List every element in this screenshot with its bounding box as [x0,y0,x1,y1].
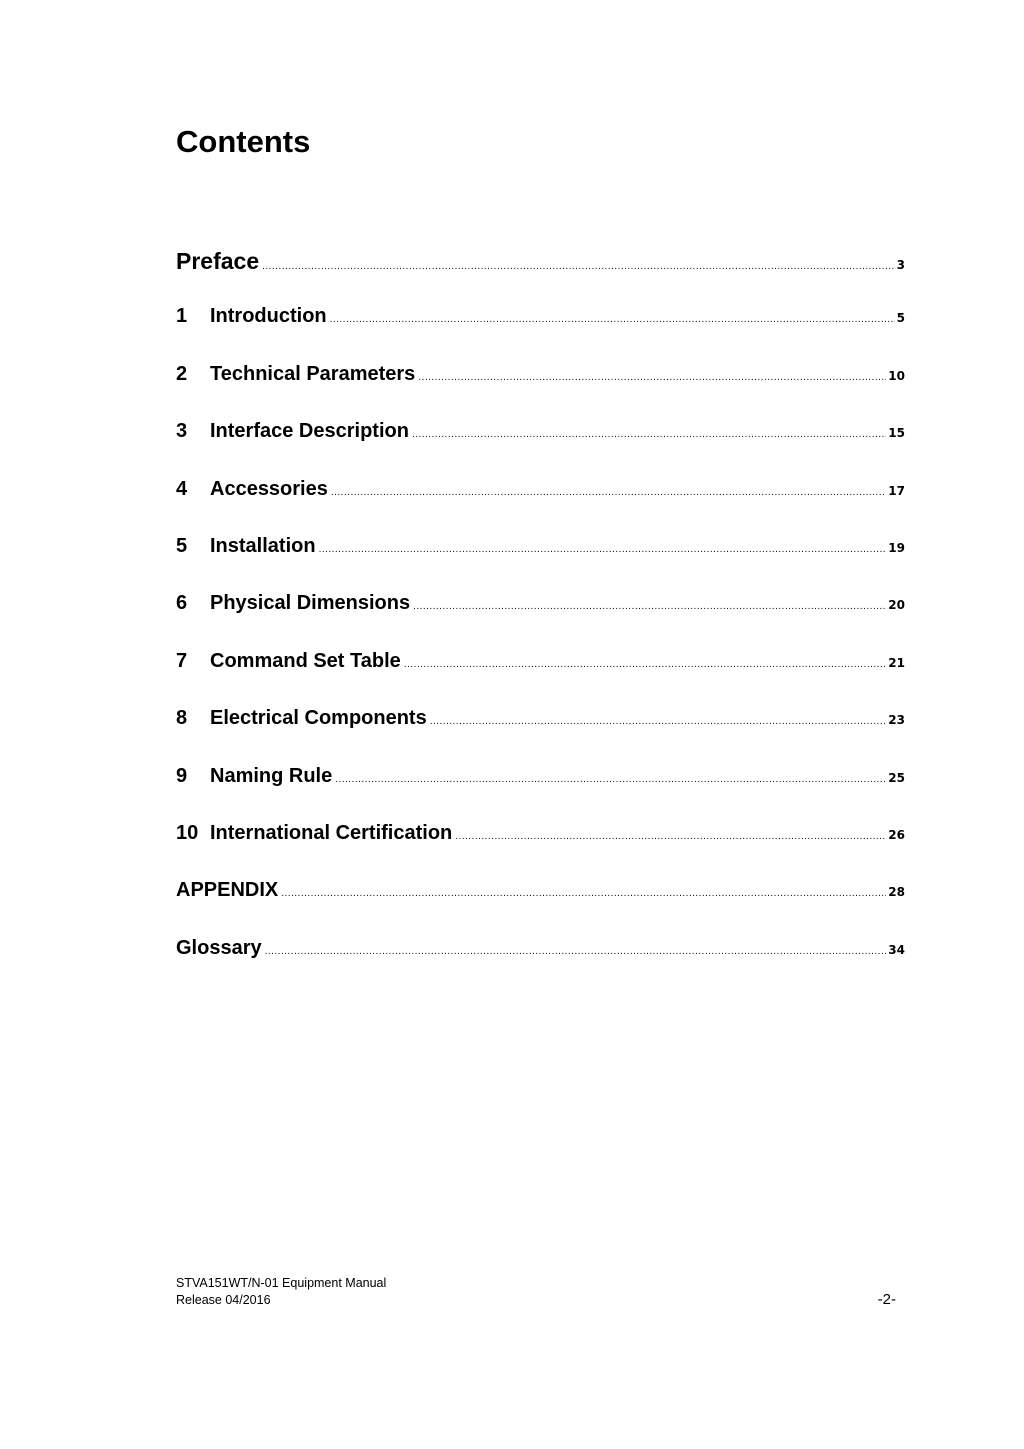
toc-entry-title: Installation [210,534,316,557]
toc-page-number: 23 [888,713,905,728]
toc-dot-leader [265,947,887,957]
toc-page-number: 34 [888,942,905,957]
toc-dot-leader [430,717,887,727]
toc-page-number: 28 [888,885,905,900]
toc-entry-title: Technical Parameters [210,362,416,385]
toc-dot-leader [330,315,895,325]
toc-entry-electrical-components[interactable] [176,707,905,764]
toc-entry-title: Accessories [210,477,328,500]
page-title: Contents [176,124,311,159]
toc-entry-title: Glossary [176,936,262,959]
toc-dot-leader [331,488,886,498]
toc-entry-introduction[interactable] [176,305,905,362]
toc-page-number: 3 [896,258,905,272]
toc-entry-appendix[interactable] [176,879,905,936]
footer-document-info [176,1275,386,1309]
toc-entry-title: Electrical Components [210,707,427,730]
toc-page-number: 25 [888,770,905,785]
toc-page-number: 17 [888,483,905,498]
toc-section-number: 5 [176,534,188,557]
toc-entry-international-certification[interactable] [176,822,905,879]
toc-entry-title: Interface Description [210,420,409,443]
toc-dot-leader [413,602,886,612]
toc-entry-installation[interactable] [176,535,905,592]
toc-entry-interface-description[interactable] [176,420,905,477]
toc-entry-physical-dimensions[interactable] [176,592,905,649]
toc-section-number: 3 [176,420,188,443]
toc-section-number: 7 [176,649,188,672]
toc-page-number: 21 [888,655,905,670]
toc-dot-leader [335,775,886,785]
toc-page-number: 26 [888,827,905,842]
toc-entry-title: Physical Dimensions [210,592,411,615]
toc-dot-leader [319,545,887,555]
toc-section-number: 6 [176,592,188,615]
toc-page-number: 5 [896,311,905,326]
footer-manual-name: STVA151WT/N-01 Equipment Manual [176,1276,387,1290]
toc-section-number: 1 [176,305,188,328]
toc-entry-technical-parameters[interactable] [176,363,905,420]
toc-page-number: 15 [888,426,905,441]
toc-entry-naming-rule[interactable] [176,765,905,822]
toc-entry-title: APPENDIX [176,879,279,902]
toc-page-number: 10 [888,368,905,383]
toc-entry-title: Naming Rule [210,764,333,787]
toc-dot-leader [412,430,886,440]
toc-dot-leader [404,660,887,670]
footer-release: Release 04/2016 [176,1293,271,1307]
toc-section-number: 9 [176,764,188,787]
toc-entry-command-set-table[interactable] [176,650,905,707]
table-of-contents [176,248,905,994]
toc-entry-title: Introduction [210,305,327,328]
toc-dot-leader [262,262,895,272]
toc-section-number: 10 [176,821,199,844]
toc-dot-leader [281,889,886,899]
toc-entry-accessories[interactable] [176,478,905,535]
toc-dot-leader [418,373,886,383]
toc-entry-preface[interactable] [176,248,905,305]
toc-entry-title: Command Set Table [210,649,401,672]
footer-page-number: -2- [877,1291,896,1308]
toc-entry-title: International Certification [210,821,453,844]
toc-entry-title: Preface [176,248,260,274]
toc-entry-glossary[interactable] [176,937,905,994]
toc-section-number: 4 [176,477,188,500]
toc-dot-leader [455,832,886,842]
toc-section-number: 2 [176,362,188,385]
toc-page-number: 20 [888,598,905,613]
toc-page-number: 19 [888,540,905,555]
toc-section-number: 8 [176,707,188,730]
